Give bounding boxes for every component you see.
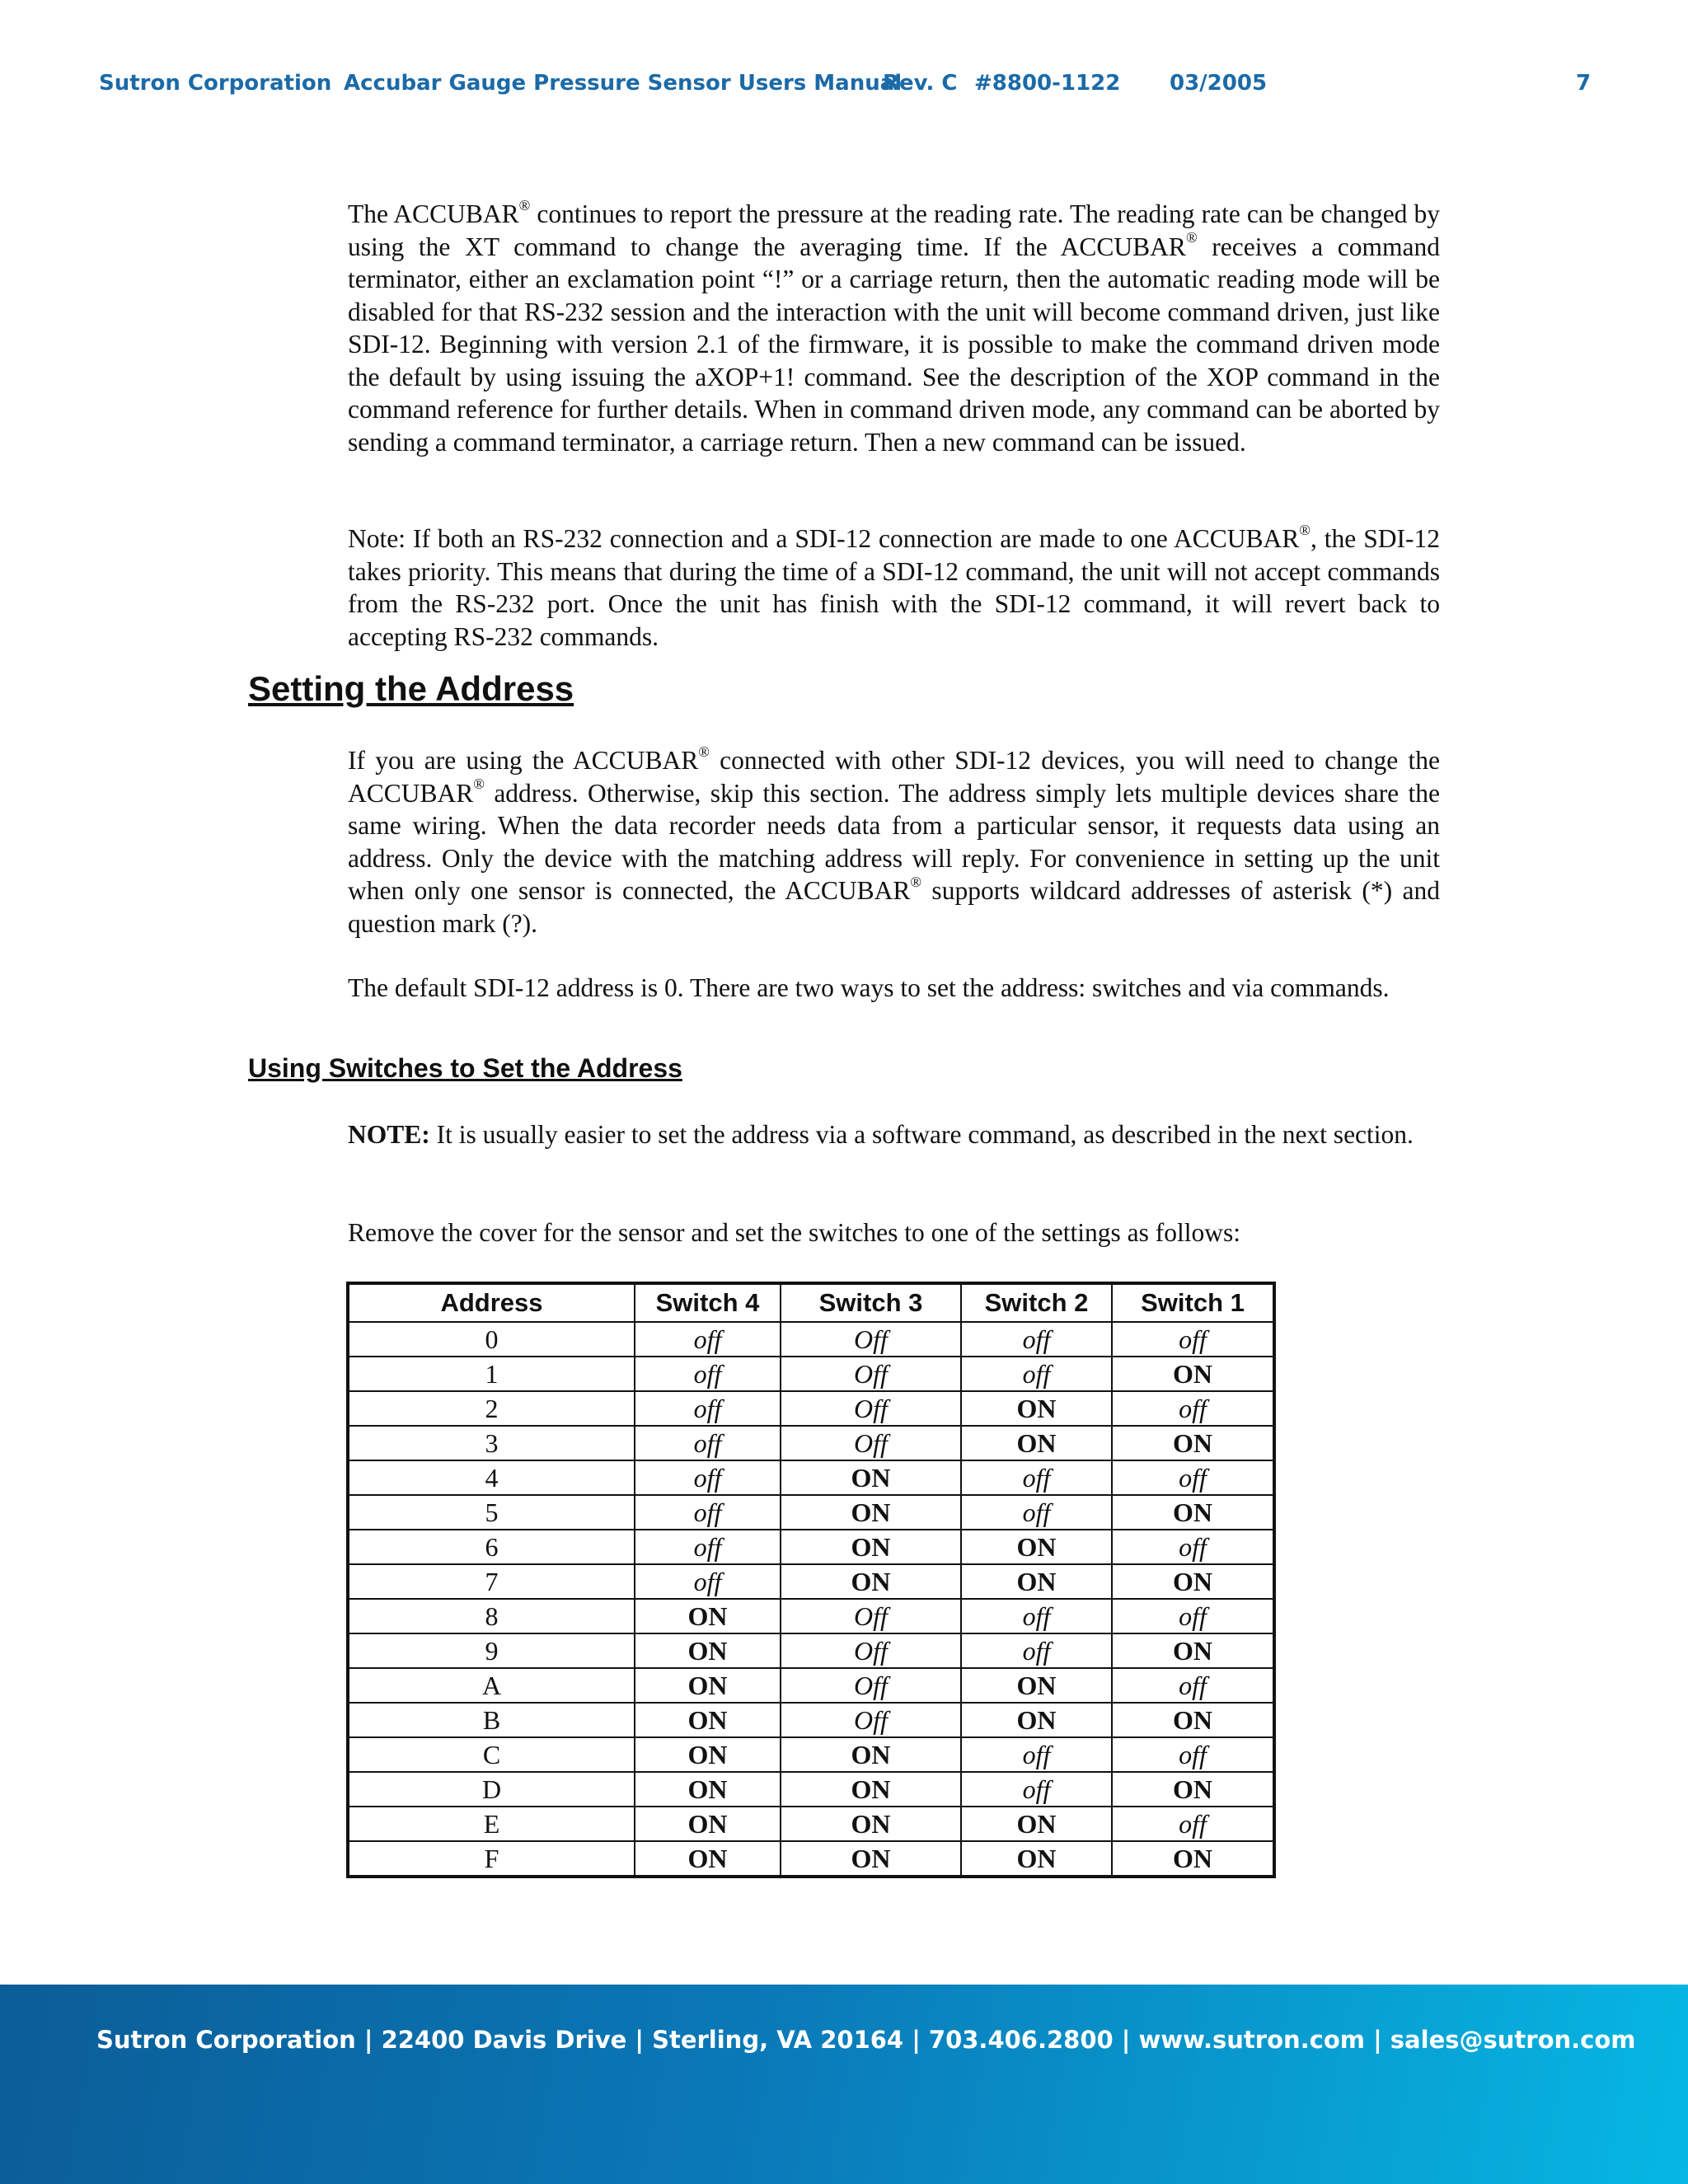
switch-cell: ON [635,1703,781,1737]
table-row [348,1599,1274,1633]
section-heading: Setting the Address [248,669,574,708]
address-cell: A [348,1668,635,1703]
table-row [348,1703,1274,1737]
switch-cell: off [1112,1737,1274,1772]
table-body [348,1322,1274,1877]
switch-cell: ON [961,1841,1112,1877]
table-row [348,1530,1274,1564]
switch-cell: off [961,1772,1112,1807]
footer-band [0,1985,1688,2184]
switch-cell: Off [781,1391,961,1426]
col-switch-1: Switch 1 [1112,1283,1274,1322]
switch-cell: off [1112,1391,1274,1426]
switch-cell: off [1112,1599,1274,1633]
switch-cell: ON [961,1530,1112,1564]
switch-cell: Off [781,1668,961,1703]
switch-cell: off [961,1737,1112,1772]
page-number: 7 [1576,71,1592,96]
switch-settings-table [346,1282,1276,1878]
switch-cell: off [961,1460,1112,1495]
paragraph-note-priority: Note: If both an RS-232 connection and a SDI-12 connection are made to one ACCUBAR®, the SDI-12 takes priority. This means that during the time of a SDI-12 command, the unit will not accept commands from the RS-232 port. Once the unit has finish with the SDI-12 command, it will revert back to accepting RS-232 commands. [348,521,1441,651]
switch-cell: ON [781,1460,961,1495]
switch-cell: ON [961,1807,1112,1841]
table-row [348,1737,1274,1772]
switch-cell: off [961,1322,1112,1357]
switch-cell: ON [635,1841,781,1877]
switch-cell: off [961,1633,1112,1668]
address-cell: 7 [348,1564,635,1599]
address-cell: 1 [348,1357,635,1391]
switch-cell: off [1112,1460,1274,1495]
switch-cell: Off [781,1703,961,1737]
header-company: Sutron Corporation [99,71,332,96]
switch-cell: ON [961,1703,1112,1737]
subsection-heading: Using Switches to Set the Address [248,1053,682,1083]
switch-cell: off [635,1495,781,1530]
address-cell: E [348,1807,635,1841]
switch-cell: ON [635,1599,781,1633]
switch-cell: off [635,1530,781,1564]
table-row [348,1633,1274,1668]
switch-cell: ON [635,1807,781,1841]
table-row [348,1426,1274,1460]
switch-cell: ON [635,1737,781,1772]
switch-cell: ON [1112,1495,1274,1530]
switch-cell: ON [961,1391,1112,1426]
table-row [348,1391,1274,1426]
paragraph-default-address: The default SDI-12 address is 0. There are two ways to set the address: switches and via commands. [348,973,1390,1002]
address-cell: 9 [348,1633,635,1668]
address-cell: 5 [348,1495,635,1530]
address-cell: 2 [348,1391,635,1426]
switch-cell: off [961,1599,1112,1633]
table-row [348,1495,1274,1530]
switch-cell: Off [781,1357,961,1391]
table-row [348,1841,1274,1877]
switch-cell: ON [781,1564,961,1599]
switch-cell: ON [635,1668,781,1703]
switch-cell: ON [781,1737,961,1772]
running-header [99,71,1591,104]
address-cell: 4 [348,1460,635,1495]
switch-cell: ON [961,1668,1112,1703]
switch-cell: ON [781,1807,961,1841]
table-row [348,1772,1274,1807]
switch-cell: off [1112,1530,1274,1564]
paragraph-note: NOTE: It is usually easier to set the address via a software command, as described in the next section. [348,1120,1414,1149]
switch-cell: off [1112,1807,1274,1841]
address-cell: 0 [348,1322,635,1357]
switch-cell: Off [781,1426,961,1460]
address-cell: F [348,1841,635,1877]
switch-cell: off [1112,1668,1274,1703]
switch-cell: Off [781,1633,961,1668]
table-row [348,1460,1274,1495]
header-title: Accubar Gauge Pressure Sensor Users Manual [344,71,903,96]
footer-contact: Sutron Corporation | 22400 Davis Drive | Sterling, VA 20164 | 703.406.2800 | www.sutron.com | sales@sutron.com [96,2026,1636,2054]
switch-cell: ON [1112,1841,1274,1877]
switch-cell: off [635,1391,781,1426]
table-row [348,1322,1274,1357]
col-switch-4: Switch 4 [635,1283,781,1322]
switch-cell: off [961,1495,1112,1530]
switch-cell: ON [1112,1703,1274,1737]
switch-cell: off [635,1426,781,1460]
header-revision: Rev. C [883,71,958,96]
paragraph-address-intro: If you are using the ACCUBAR® connected with other SDI-12 devices, you will need to change the ACCUBAR® address. Otherwise, skip this section. The address simply lets multiple devices share the same wiring. When the data recorder needs data from a particular sensor, it requests data using an address. Only the device with the matching address will reply. For convenience in setting up the unit when only one sensor is connected, the ACCUBAR® supports wildcard addresses of asterisk (*) and question mark (?). [348,743,1440,938]
col-switch-3: Switch 3 [781,1283,961,1322]
address-cell: 3 [348,1426,635,1460]
note-label: NOTE: [348,1120,430,1149]
address-cell: 6 [348,1530,635,1564]
switch-cell: ON [635,1772,781,1807]
switch-cell: off [635,1564,781,1599]
switch-cell: Off [781,1322,961,1357]
switch-cell: ON [781,1495,961,1530]
switch-cell: ON [1112,1564,1274,1599]
address-cell: 8 [348,1599,635,1633]
paragraph-remove-cover: Remove the cover for the sensor and set the switches to one of the settings as follows: [348,1218,1240,1247]
switch-cell: ON [1112,1357,1274,1391]
table-row [348,1564,1274,1599]
table-row [348,1807,1274,1841]
table-header-row [348,1283,1274,1322]
switch-cell: Off [781,1599,961,1633]
switch-cell: ON [1112,1772,1274,1807]
col-switch-2: Switch 2 [961,1283,1112,1322]
switch-cell: ON [635,1633,781,1668]
switch-cell: off [1112,1322,1274,1357]
switch-cell: off [635,1357,781,1391]
address-cell: C [348,1737,635,1772]
switch-cell: off [635,1460,781,1495]
header-date: 03/2005 [1170,71,1268,96]
header-doc-number: #8800-1122 [974,71,1121,96]
switch-cell: off [635,1322,781,1357]
switch-cell: ON [1112,1633,1274,1668]
address-cell: B [348,1703,635,1737]
table-row [348,1668,1274,1703]
address-cell: D [348,1772,635,1807]
switch-cell: ON [1112,1426,1274,1460]
paragraph-reading-mode: The ACCUBAR® continues to report the pressure at the reading rate. The reading rate can be changed by using the XT command to change the averaging time. If the ACCUBAR® receives a command terminator, either an exclamation point “!” or a carriage return, then the automatic reading mode will be disabled for that RS-232 session and the interaction with the unit will become command driven, just like SDI-12. Beginning with version 2.1 of the firmware, it is possible to make the command driven mode the default by using issuing the aXOP+1! command. See the description of the XOP command in the command reference for further details. When in command driven mode, any command can be aborted by sending a command terminator, a carriage return. Then a new command can be issued. [348,196,1440,457]
switch-cell: ON [961,1564,1112,1599]
switch-cell: ON [961,1426,1112,1460]
switch-cell: off [961,1357,1112,1391]
col-address: Address [348,1283,635,1322]
switch-cell: ON [781,1530,961,1564]
switch-cell: ON [781,1841,961,1877]
switch-cell: ON [781,1772,961,1807]
table-row [348,1357,1274,1391]
